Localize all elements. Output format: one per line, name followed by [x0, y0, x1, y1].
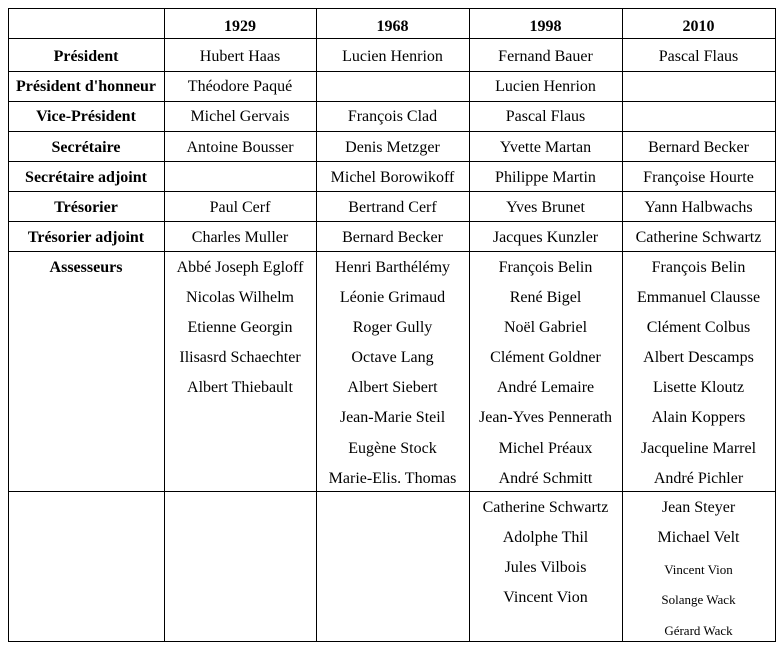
table-cell: Denis Metzger: [345, 139, 440, 156]
assessor-entry: Catherine Schwartz: [482, 499, 609, 516]
table-cell: Yann Halbwachs: [644, 199, 753, 216]
assessor-entry: Noël Gabriel: [503, 319, 588, 336]
assessor-entry: Jean-Yves Pennerath: [478, 409, 612, 426]
assessor-entry: Marie-Elis. Thomas: [328, 470, 457, 487]
assessor-entry: Clément Goldner: [490, 349, 601, 366]
assessor-entry: André Pichler: [653, 470, 744, 487]
year-header: 1968: [376, 18, 409, 35]
role-label: Secrétaire adjoint: [25, 169, 147, 186]
assessor-entry: Nicolas Wilhelm: [186, 289, 294, 306]
table-cell: Lucien Henrion: [495, 78, 596, 95]
assessor-entry: Albert Descamps: [643, 349, 754, 366]
assessor-entry: Lisette Kloutz: [652, 379, 745, 396]
assessor-entry: Eugène Stock: [348, 440, 437, 457]
assessor-entry: Léonie Grimaud: [339, 289, 446, 306]
assessor-entry: Ilisasrd Schaechter: [179, 349, 301, 366]
assessor-entry: Alain Koppers: [651, 409, 746, 426]
assessor-entry: Albert Thiebault: [187, 379, 293, 396]
role-label: Secrétaire: [51, 139, 121, 156]
assessor-entry: René Bigel: [509, 289, 582, 306]
row-divider: [8, 491, 316, 492]
assessor-entry: André Lemaire: [496, 379, 595, 396]
assessor-entry: Etienne Georgin: [187, 319, 293, 336]
year-header: 2010: [682, 18, 715, 35]
table-cell: Yves Brunet: [506, 199, 585, 216]
role-label: Vice-Président: [36, 108, 136, 125]
assessor-entry: Gérard Wack: [664, 623, 733, 638]
table-cell: Philippe Martin: [495, 169, 596, 186]
row-divider: [8, 38, 776, 39]
row-divider: [8, 71, 776, 72]
table-cell: Françoise Hourte: [643, 169, 754, 186]
assessor-entry: Vincent Vion: [664, 562, 733, 577]
row-divider: [8, 101, 776, 102]
table-cell: Bertrand Cerf: [348, 199, 437, 216]
column-divider: [775, 8, 776, 641]
table-cell: Catherine Schwartz: [635, 229, 762, 246]
assessor-entry: François Belin: [498, 259, 593, 276]
table-cell: Bernard Becker: [342, 229, 443, 246]
table-cell: Yvette Martan: [499, 139, 592, 156]
assessor-entry: Abbé Joseph Egloff: [176, 259, 304, 276]
table-cell: Lucien Henrion: [342, 48, 443, 65]
role-label: Assesseurs: [49, 259, 123, 276]
assessor-entry: Michel Préaux: [498, 440, 593, 457]
role-label: Trésorier adjoint: [27, 229, 145, 246]
row-divider: [8, 221, 776, 222]
table-cell: Fernand Bauer: [498, 48, 593, 65]
assessor-entry: Roger Gully: [352, 319, 433, 336]
table-cell: Bernard Becker: [648, 139, 749, 156]
row-divider: [8, 131, 776, 132]
assessor-entry: Octave Lang: [351, 349, 434, 366]
assessor-entry: André Schmitt: [498, 470, 593, 487]
assessor-entry: Henri Barthélémy: [334, 259, 451, 276]
assessor-entry: Michael Velt: [657, 529, 740, 546]
table-cell: Michel Borowikoff: [330, 169, 455, 186]
assessor-entry: Solange Wack: [661, 592, 736, 607]
column-divider: [8, 8, 9, 641]
assessor-entry: Jean-Marie Steil: [339, 409, 446, 426]
assessor-entry: François Belin: [651, 259, 746, 276]
row-divider: [8, 8, 776, 9]
assessor-entry: Jean Steyer: [661, 499, 736, 516]
table-cell: Hubert Haas: [199, 48, 281, 65]
table-cell: Charles Muller: [191, 229, 289, 246]
row-divider: [8, 191, 776, 192]
role-label: Président d'honneur: [15, 78, 156, 95]
assessor-entry: Adolphe Thil: [502, 529, 589, 546]
year-header: 1998: [529, 18, 562, 35]
table-cell: François Clad: [347, 108, 438, 125]
table-cell: Pascal Flaus: [658, 48, 739, 65]
year-header: 1929: [224, 18, 256, 35]
assessor-entry: Vincent Vion: [503, 589, 588, 606]
table-cell: Jacques Kunzler: [492, 229, 599, 246]
row-divider: [8, 161, 776, 162]
assessor-entry: Jacqueline Marrel: [640, 440, 757, 457]
role-label: Trésorier: [54, 199, 118, 216]
table-cell: Antoine Bousser: [186, 139, 294, 156]
table-cell: Pascal Flaus: [505, 108, 586, 125]
table-cell: Paul Cerf: [209, 199, 271, 216]
row-divider: [8, 641, 776, 642]
role-label: Président: [53, 48, 119, 65]
assessor-entry: Emmanuel Clausse: [636, 289, 761, 306]
assessor-entry: Albert Siebert: [347, 379, 438, 396]
row-divider: [316, 491, 776, 492]
assessor-entry: Clément Colbus: [646, 319, 751, 336]
assessor-entry: Jules Vilbois: [504, 559, 587, 576]
table-cell: Michel Gervais: [190, 108, 290, 125]
table-cell: Théodore Paqué: [187, 78, 293, 95]
row-divider: [8, 251, 776, 252]
